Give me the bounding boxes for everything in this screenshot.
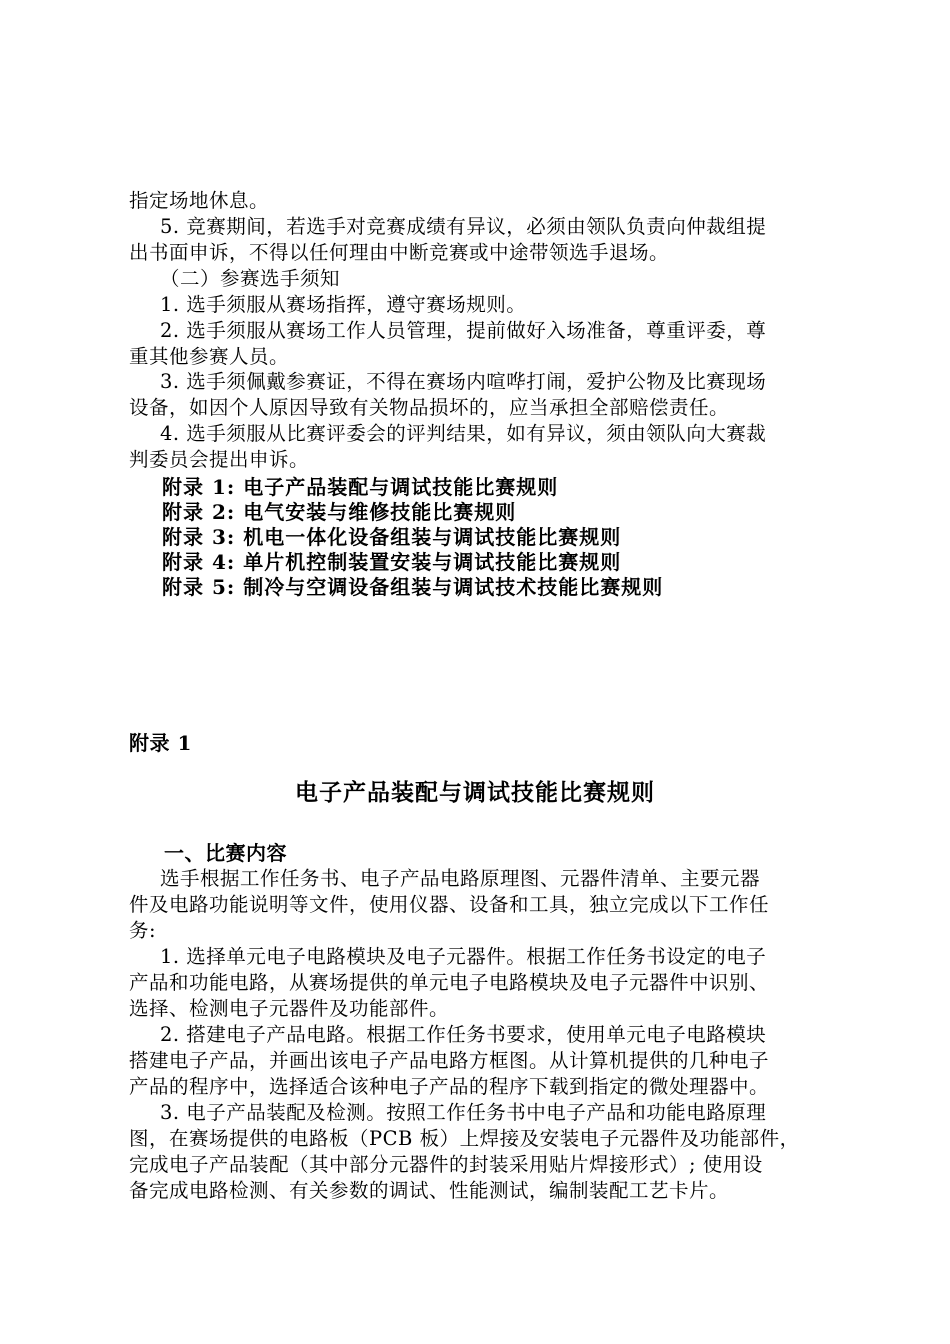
text-line: 指定场地休息。 <box>129 189 270 212</box>
page-title: 电子产品装配与调试技能比赛规则 <box>295 779 655 806</box>
text-line: 完成电子产品装配（其中部分元器件的封装采用贴片焊接形式）; 使用设 <box>129 1153 763 1176</box>
text-line: 判委员会提出申诉。 <box>129 448 310 471</box>
appendix-list-item: 附录 2: 电气安装与维修技能比赛规则 <box>162 500 517 524</box>
section-heading: 一、比赛内容 <box>164 841 287 865</box>
text-line: 1. 选手须服从赛场指挥，遵守赛场规则。 <box>160 293 527 316</box>
text-line: 件及电路功能说明等文件，使用仪器、设备和工具，独立完成以下工作任 <box>129 893 770 916</box>
text-line: 2. 选手须服从赛场工作人员管理，提前做好入场准备，尊重评委，尊 <box>160 319 767 342</box>
text-line: 5. 竞赛期间，若选手对竞赛成绩有异议，必须由领队负责向仲裁组提 <box>160 215 767 238</box>
text-line: 产品和功能电路，从赛场提供的单元电子电路模块及电子元器件中识别、 <box>129 971 770 994</box>
text-line: 搭建电子产品，并画出该电子产品电路方框图。从计算机提供的几种电子 <box>129 1049 770 1072</box>
text-line: 设备，如因个人原因导致有关物品损坏的，应当承担全部赔偿责任。 <box>129 396 730 419</box>
text-line: 选择、检测电子元器件及功能部件。 <box>129 997 450 1020</box>
text-line: 3. 选手须佩戴参赛证，不得在赛场内喧哗打闹，爱护公物及比赛现场 <box>160 370 767 393</box>
text-line: 备完成电路检测、有关参数的调试、性能测试，编制装配工艺卡片。 <box>129 1179 730 1202</box>
subsection-heading: （二）参赛选手须知 <box>160 267 341 290</box>
text-line: 务: <box>129 919 157 942</box>
appendix-list-item: 附录 3: 机电一体化设备组装与调试技能比赛规则 <box>162 525 622 549</box>
appendix-list-item: 附录 4: 单片机控制装置安装与调试技能比赛规则 <box>162 550 622 574</box>
text-line: 图，在赛场提供的电路板（PCB 板）上焊接及安装电子元器件及功能部件， <box>129 1127 800 1150</box>
text-line: 重其他参赛人员。 <box>129 345 290 368</box>
text-line: 3. 电子产品装配及检测。按照工作任务书中电子产品和功能电路原理 <box>160 1101 767 1124</box>
text-line: 2. 搭建电子产品电路。根据工作任务书要求，使用单元电子电路模块 <box>160 1023 767 1046</box>
text-line: 出书面申诉，不得以任何理由中断竞赛或中途带领选手退场。 <box>129 241 670 264</box>
text-line: 选手根据工作任务书、电子产品电路原理图、元器件清单、主要元器 <box>160 867 761 890</box>
appendix-list-item: 附录 1: 电子产品装配与调试技能比赛规则 <box>162 475 559 499</box>
text-line: 产品的程序中，选择适合该种电子产品的程序下载到指定的微处理器中。 <box>129 1075 770 1098</box>
text-line: 1. 选择单元电子电路模块及电子元器件。根据工作任务书设定的电子 <box>160 945 767 968</box>
appendix-list-item: 附录 5: 制冷与空调设备组装与调试技术技能比赛规则 <box>162 575 664 599</box>
text-line: 4. 选手须服从比赛评委会的评判结果，如有异议，须由领队向大赛裁 <box>160 422 767 445</box>
appendix-label: 附录 1 <box>129 731 192 755</box>
